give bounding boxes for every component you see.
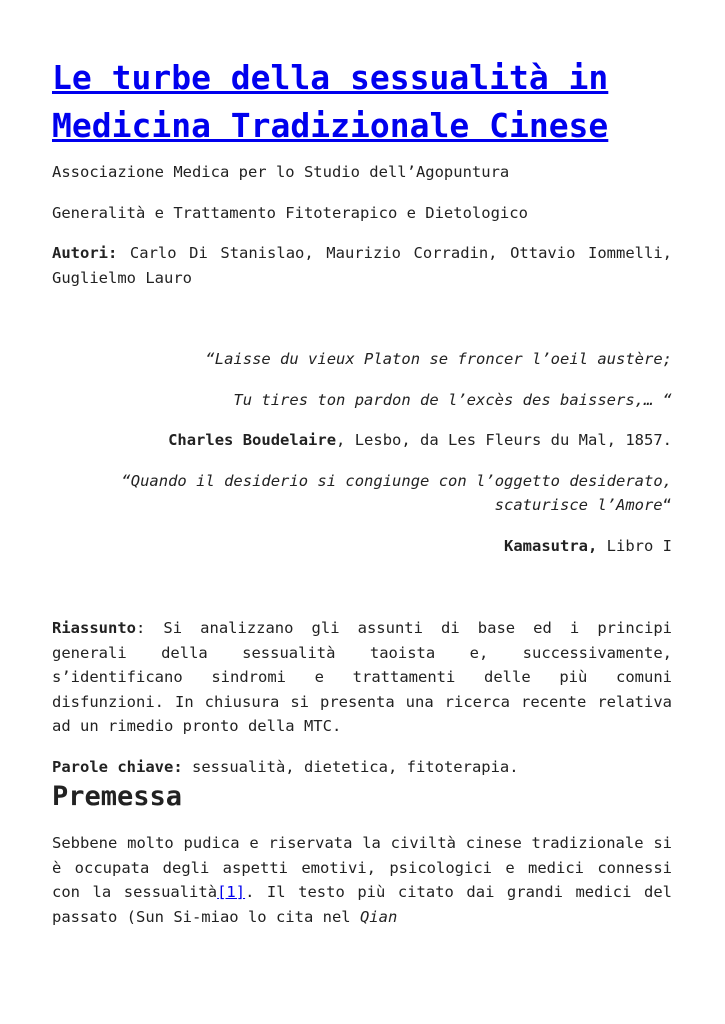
- section-text-before-ref: Sebbene molto pudica e riservata la civiltà cinese tradizionale si è occupata degli aspetti emotivi, psicologici e medici connessi con la sessualità: [52, 834, 672, 901]
- quote-baudelaire-author: Charles Boudelaire: [168, 431, 337, 449]
- keywords: [52, 755, 672, 780]
- section-text-after-ref: . Il testo più citato dai grandi medici del passato (Sun Si-miao lo cita nel: [52, 883, 672, 926]
- quote-kamasutra-attribution: [52, 534, 672, 559]
- quote-kamasutra-close: “: [662, 496, 672, 514]
- section-italic-tail: Qian: [359, 907, 398, 926]
- summary: [52, 616, 672, 739]
- authors: [52, 241, 672, 290]
- section-heading: Premessa: [52, 781, 183, 812]
- footnote-ref-link[interactable]: [1]: [217, 883, 246, 901]
- quote-kamasutra-text: “Quando il desiderio si congiunge con l’oggetto desiderato, scaturisce l’Amore: [121, 471, 672, 514]
- summary-label: Riassunto: [52, 619, 136, 637]
- summary-text: : Si analizzano gli assunti di base ed i principi generali della sessualità taoista e, successivamente, s’identificano sindromi e trattamenti delle più comuni disfunzioni. In chiusura si presenta una ricerca recente relativa ad un rimedio pronto della MTC.: [52, 619, 672, 735]
- authors-names: Carlo Di Stanislao, Maurizio Corradin, Ottavio Iommelli, Guglielmo Lauro: [52, 244, 672, 287]
- quote-kamasutra: [52, 469, 672, 518]
- section-paragraph: [52, 831, 672, 929]
- organization: Associazione Medica per lo Studio dell’Agopuntura: [52, 163, 510, 181]
- quote-baudelaire-line1: “Laisse du vieux Platon se froncer l’oeil austère;: [205, 350, 672, 368]
- authors-label: Autori:: [52, 244, 118, 262]
- subtitle: Generalità e Trattamento Fitoterapico e Dietologico: [52, 203, 528, 222]
- quote-kamasutra-author: Kamasutra,: [504, 536, 598, 555]
- quote-kamasutra-source: Libro I: [597, 536, 672, 555]
- quote-baudelaire-source: , Lesbo, da Les Fleurs du Mal, 1857.: [336, 431, 672, 449]
- article: [52, 54, 672, 929]
- quote-baudelaire-line2: Tu tires ton pardon de l’excès des baissers,… “: [233, 390, 672, 409]
- article-title-link[interactable]: Le turbe della sessualità in Medicina Tradizionale Cinese: [52, 58, 609, 145]
- keywords-label: Parole chiave:: [52, 757, 183, 776]
- quote-baudelaire-attribution: [52, 428, 672, 453]
- article-title: [52, 54, 672, 150]
- keywords-text: sessualità, dietetica, fitoterapia.: [182, 757, 519, 776]
